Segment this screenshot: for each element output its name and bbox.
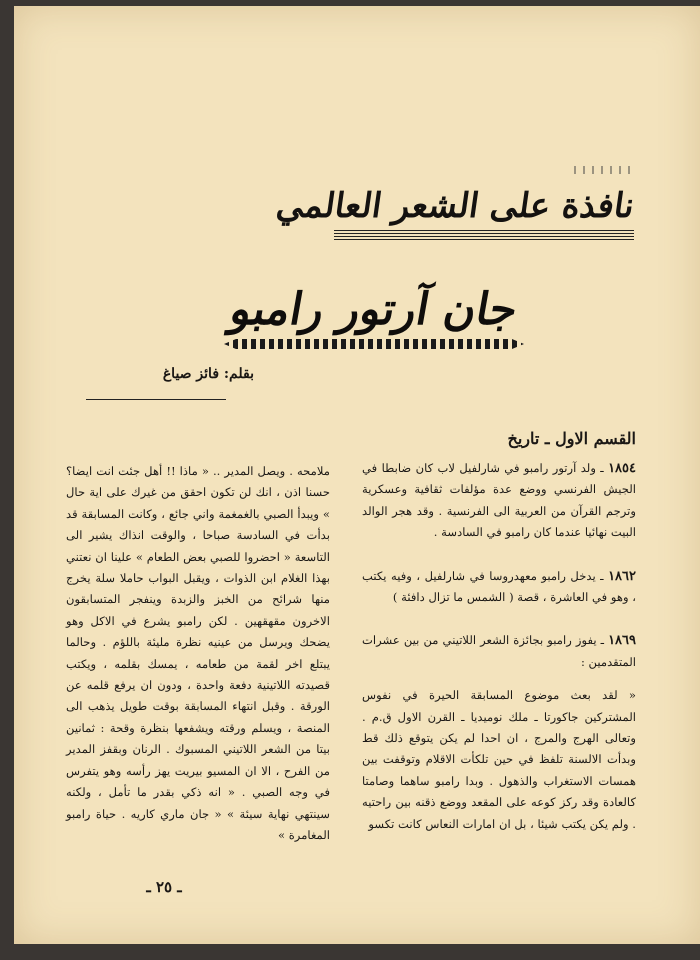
entry-text: ـ يدخل رامبو معهدروسا في شارلفيل ، وفيه يكتب ، وهو في العاشرة ، قصة ( الشمس ما تزال دافئة ) (362, 568, 636, 605)
article-title-block (224, 284, 524, 349)
entry-year: ١٨٥٤ (608, 461, 637, 476)
article-title: جان آرتور رامبو (226, 284, 522, 335)
continued-paragraph: ملامحه . ويصل المدير .. « ماذا !! أهل جئت انت ايضا؟ حسنا اذن ، انك لن تكون احقق من غيرك على اية حال » ويبدأ الصبي بالغمغمة واني جائع ، وكانت المسابقة قد بدأت في السادسة صباحا ، والوقت انذاك يشير الى التاسعة « احضروا للصبي بعض الطعام » علينا ان نعتني بهذا الغلام ابن الذوات ، ويقبل البواب حاملا سلة يخرج منها شرائح من الخبز والزبدة وينفجر المتسابقون الاخرون مقهقهين . لكن رامبو يشرع في الاكل وهو يضحك ويرسل من عينيه نظرة مليئة باللؤم . وحالما يبتلع اخر لقمة من طعامه ، يمسك بقلمه ، ويكتب قصيدته اللاتينية دفعة واحدة ، ودون ان يرفع قلمه عن الورقة . وقبل انتهاء المسابقة بوقت طويل يذهب الى المنصة ، ويسلم ورقته ويشفعها بنظرة وقحة : ثمانين بيتا من الشعر اللاتيني المسبوك . الرنان وبقفز المدير من الفرح ، الا ان المسيو بيريت يهز رأسه وهو يتفرس في وجه الصبي . « انه ذكي بقدر ما تأمل ، ولكنه سينتهي نهاية سيئة » « جان ماري كاريه . حياة رامبو المغامرة » (66, 464, 330, 842)
section-heading: القسم الاول ـ تاريخ (507, 429, 636, 448)
entry-1862 (362, 566, 636, 609)
entry-year: ١٨٦٩ (608, 633, 637, 649)
entry-1854 (362, 458, 636, 544)
left-column (66, 461, 330, 846)
page-number: ـ ٢٥ ـ (146, 878, 182, 896)
quote-paragraph: « لقد بعث موضوع المسابقة الحيرة في نفوس المشتركين جاكورتا ـ ملك نوميديا ـ القرن الاول ق.م . وتعالى الهرج والمرج ، ان احدا لم يكن يتوقع ذلك قط وبدأت الالسنة تلفظ في حين تلكأت الاقلام وتوقفت بين همسات الاستغراب والذهول . وبدا رامبو ساهما وصامتا كالعادة وقد ركز كوعه على المقعد ووضع ذقنه بين راحتيه . ولم يكن يكتب شيئا ، بل ان امارات النعاس كانت تكسو (362, 688, 636, 831)
byline-rule (86, 399, 226, 400)
entry-year: ١٨٦٢ (608, 568, 637, 584)
byline: بقلم: فائز صياغ (162, 366, 254, 382)
title-rule (334, 230, 634, 240)
series-title-block (273, 186, 637, 240)
title-ornament (224, 339, 524, 349)
entry-text: ـ ولد آرتور رامبو في شارلفيل لاب كان ضابطا في الجيش الفرنسي ووضع عدة مؤلفات ثقافية وعسكرية وترجم القرآن من العربية الى الفرنسية . وقد هجر الوالد البيت نهائيا عندما كان رامبو في السادسة . (362, 461, 636, 540)
magazine-page (14, 6, 700, 944)
right-column (362, 426, 636, 835)
ink-marks (574, 166, 634, 174)
entry-text: ـ يفوز رامبو بجائزة الشعر اللاتيني من بين عشرات المتقدمين : (362, 633, 636, 669)
series-title: نافذة على الشعر العالمي (273, 186, 637, 226)
entry-1869 (362, 630, 636, 673)
